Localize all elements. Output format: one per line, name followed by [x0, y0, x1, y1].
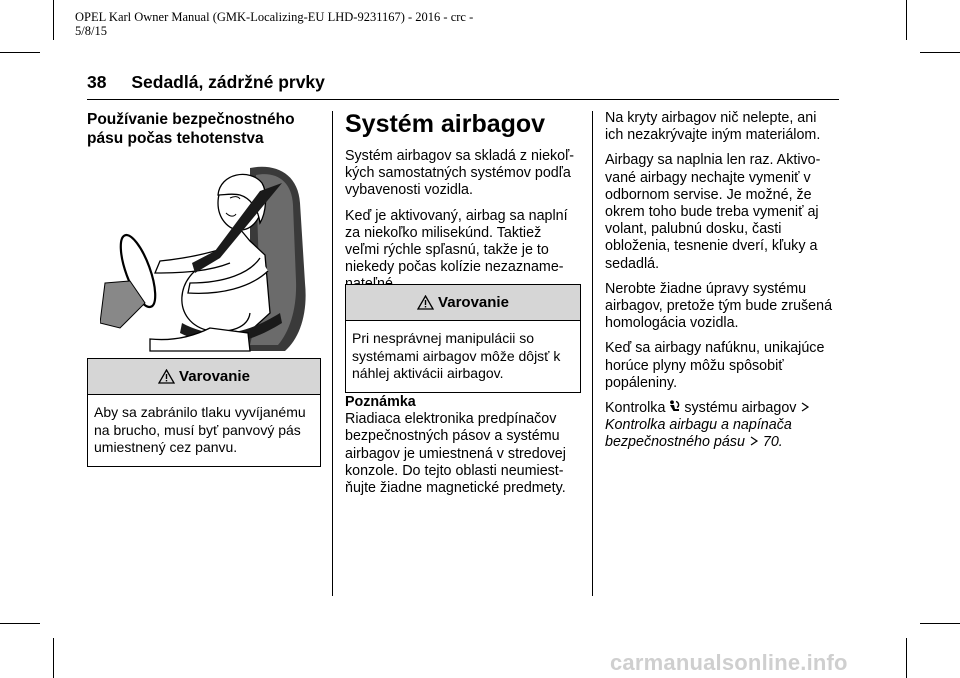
warning-box	[87, 358, 321, 467]
line: Riadiaca elektronika predpínačov	[345, 411, 557, 428]
warning-header	[346, 285, 580, 321]
line: airbagov je umiestnená v stredovej	[345, 445, 566, 462]
line: Systém airbagov sa skladá z niekoľ-	[345, 148, 575, 164]
warning-line: na brucho, musí byť panvový pás	[94, 421, 301, 438]
cross-reference	[605, 400, 839, 452]
warning-line: Aby sa zabránilo tlaku vyvíjanému	[94, 404, 306, 420]
meta-line: 5/8/15	[75, 24, 107, 38]
paragraph	[605, 152, 839, 272]
line: airbagov, pretože tým bude zrušená	[605, 298, 833, 315]
column-divider	[592, 111, 593, 596]
line: bezpečnostných pásov a systému	[345, 428, 560, 445]
line: systému airbagov	[684, 400, 797, 417]
line: Nerobte žiadne úpravy systému	[605, 280, 807, 297]
header-rule	[87, 99, 839, 100]
line: popáleniny.	[605, 374, 678, 391]
column-left	[87, 110, 319, 148]
warning-triangle-icon	[158, 369, 175, 384]
column-divider	[332, 111, 333, 596]
line: veľmi rýchle spľasnú, takže je to	[345, 242, 549, 259]
line: okrem toho bude treba vymeniť aj	[605, 204, 819, 221]
line: Na kryty airbagov nič nelepte, ani	[605, 110, 817, 126]
section-heading: Systém airbagov	[345, 110, 546, 138]
line: ňujte žiadne magnetické predmety.	[345, 480, 566, 497]
line: niekedy počas kolízie nezazname-	[345, 259, 564, 276]
print-meta-header	[75, 10, 495, 38]
warning-line: umiestnený cez panvu.	[94, 439, 238, 455]
paragraph	[605, 110, 839, 144]
line: konzole. Do tejto oblasti neumiest-	[345, 462, 564, 479]
crop-mark	[0, 623, 40, 624]
warning-header	[88, 359, 320, 395]
crop-mark	[906, 638, 907, 678]
line: vané airbagy nechajte vymeniť v	[605, 169, 811, 186]
crop-mark	[53, 638, 54, 678]
airbag-indicator-icon	[669, 400, 680, 414]
warning-text	[346, 321, 580, 392]
subsection-title	[87, 110, 319, 148]
line: homologácia vozidla.	[605, 315, 739, 332]
page-heading	[87, 72, 325, 93]
paragraph	[605, 281, 839, 333]
line: Airbagy sa naplnia len raz. Aktivo-	[605, 152, 821, 169]
crop-mark	[920, 623, 960, 624]
crop-mark	[53, 0, 54, 40]
meta-line: OPEL Karl Owner Manual (GMK-Localizing-EU LHD-9231167) - 2016 - crc -	[75, 10, 474, 24]
line: ich nezakrývajte iným materiálom.	[605, 127, 821, 144]
warning-line: Pri nesprávnej manipulácii so	[352, 330, 535, 346]
paragraph	[345, 148, 579, 200]
line: sedadlá.	[605, 255, 660, 272]
paragraph	[605, 340, 839, 392]
page-reference-arrow-icon	[749, 436, 759, 446]
pregnant-seatbelt-illustration	[100, 163, 319, 353]
warning-box	[345, 284, 581, 393]
page-number: 38	[87, 72, 107, 92]
crop-mark	[906, 0, 907, 40]
crop-mark	[0, 52, 40, 53]
warning-triangle-icon	[417, 295, 434, 310]
line: Keď sa airbagy nafúknu, unikajúce	[605, 340, 825, 357]
page-reference[interactable]: 70.	[762, 434, 783, 451]
reference-link-text[interactable]: Kontrolka airbagu a napínača	[605, 417, 792, 434]
warning-line: náhlej aktivácii airbagov.	[352, 365, 504, 381]
line: horúce plyny môžu spôsobiť	[605, 357, 784, 374]
line: za niekoľko milisekúnd. Taktiež	[345, 224, 542, 241]
section-title: Sedadlá, zádržné prvky	[131, 72, 325, 92]
column-middle	[345, 110, 579, 302]
line: Kontrolka	[605, 400, 666, 417]
warning-text	[88, 395, 320, 466]
subsection-title-line: pásu počas tehotenstva	[87, 130, 264, 147]
warning-title: Varovanie	[438, 294, 509, 311]
page-reference-arrow-icon	[800, 402, 810, 412]
line: kých samostatných systémov podľa	[345, 165, 571, 182]
paragraph	[345, 208, 579, 294]
warning-line: systémami airbagov môže dôjsť k	[352, 347, 561, 364]
line: obloženia, tesnenie dverí, kľuky a	[605, 238, 818, 255]
line: vybavenosti vozidla.	[345, 182, 473, 199]
column-right	[605, 110, 839, 460]
note-block	[345, 394, 579, 497]
line: volant, palubnú dosku, časti	[605, 221, 782, 238]
subsection-title-line: Používanie bezpečnostného	[87, 111, 295, 128]
warning-title: Varovanie	[179, 368, 250, 385]
watermark: carmanualsonline.info	[610, 650, 848, 675]
line: odbornom servise. Je možné, že	[605, 186, 812, 203]
line: Keď je aktivovaný, airbag sa naplní	[345, 207, 568, 224]
note-label: Poznámka	[345, 394, 416, 410]
reference-link-text[interactable]: bezpečnostného pásu	[605, 434, 745, 451]
crop-mark	[920, 52, 960, 53]
